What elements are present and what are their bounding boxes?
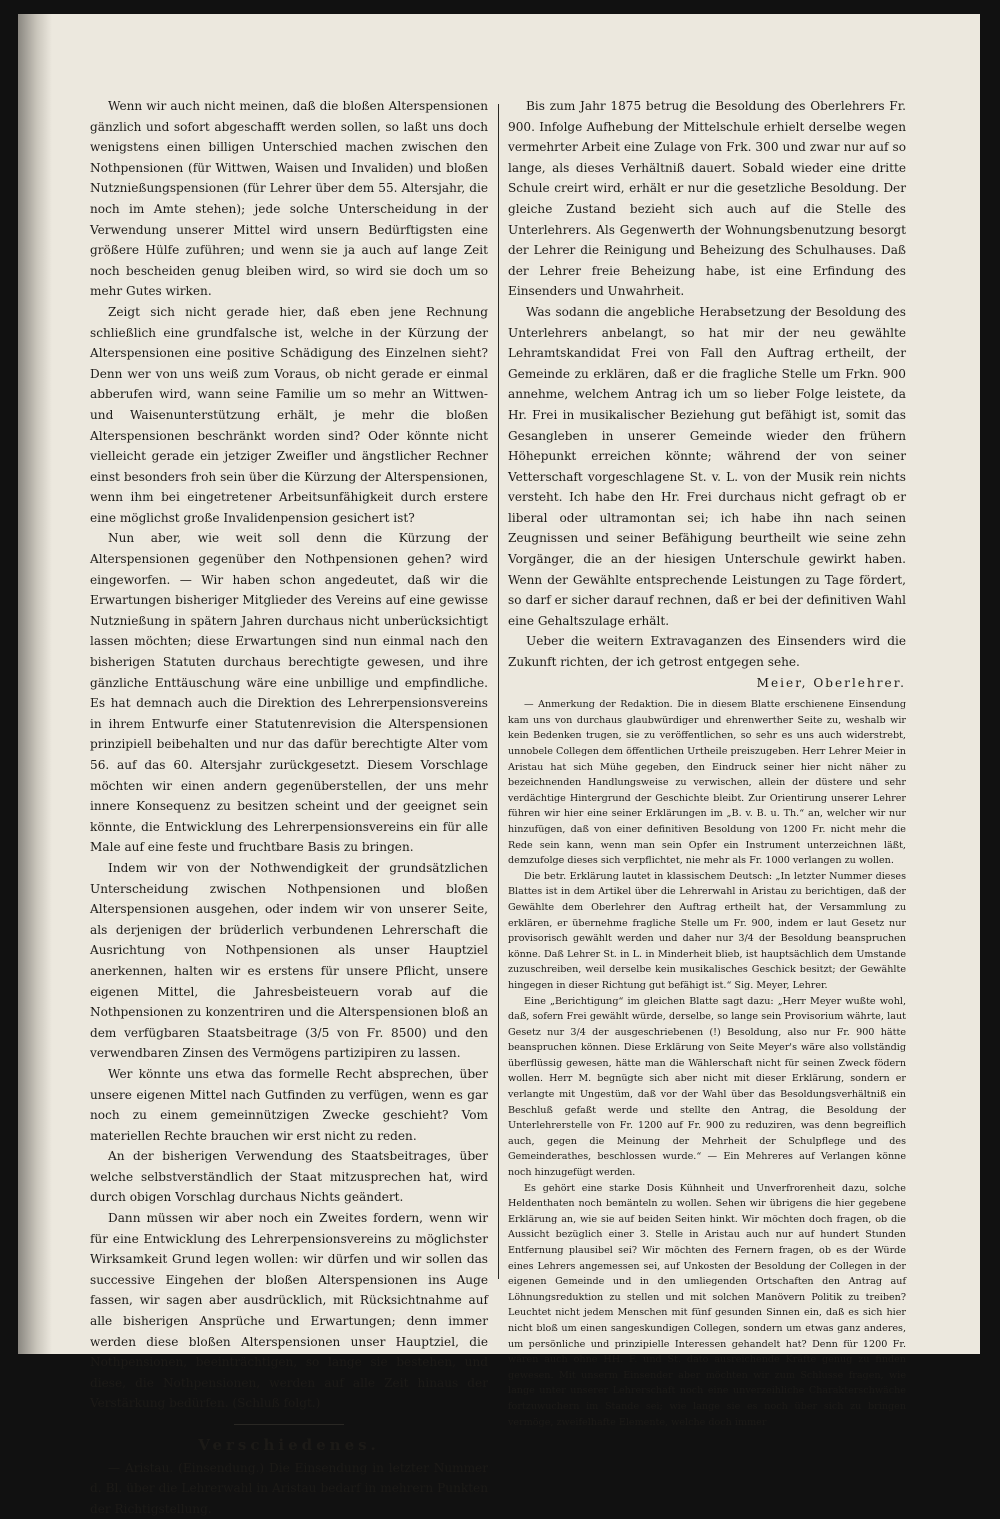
aristau-intro: — Aristau. (Einsendung.) Die Einsendung in letzter Nummer d. Bl. über die Lehrerwahl in Aristau bedarf in mehrern Punkten der Richtigstellung. <box>90 1460 488 1516</box>
right-paragraph-2: Was sodann die angebliche Herabsetzung der Besoldung des Unterlehrers anbelangt, so hat mir der neu gewählte Lehramtskandidat Frei von Fall den Auftrag ertheilt, der Gemeinde zu erklären, daß er die fragliche Stelle um Frkn. 900 annehme, welchem Antrag ich um so lieber Folge leistete, da Hr. Frei in musikalischer Beziehung gut befähigt ist, somit das Gesangleben in unserer Gemeinde wieder den frühern Höhepunkt erreichen könnte; während der von seiner Vetterschaft vorgeschlagene St. v. L. von der Musik rein nichts versteht. Ich habe den Hr. Frei durchaus nicht gefragt ob er liberal oder ultramontan sei; ich habe ihn nach seinen Zeugnissen und seiner Befähigung beurtheilt wie seine zehn Vorgänger, die an der hiesigen Unterschule gewirkt haben. Wenn der Gewählte entsprechende Leistungen zu Tage fördert, so darf er sicher darauf rechnen, daß er bei der definitiven Wahl eine Gehaltszulage erhält. <box>508 304 906 628</box>
binding-gutter <box>18 14 52 1354</box>
note-paragraph-1: — Anmerkung der Redaktion. Die in diesem Blatte erschienene Einsendung kam uns von durchaus glaubwürdiger und ehrenwerther Seite zu, weshalb wir kein Bedenken trugen, sie zu veröffentlichen, so sehr es uns auch widerstrebt, unnobele Collegen dem öffentlichen Urtheile preiszugeben. Herr Lehrer Meier in Aristau hat sich Mühe gegeben, den Eindruck seiner hier nicht näher zu bezeichnenden Handlungsweise zu verwischen, allein der düstere und sehr verdächtige Hintergrund der Geschichte bleibt. Zur Orientirung unserer Lehrer führen wir hier eine seiner Erklärungen im „B. v. B. u. Th.“ an, welcher wir nur hinzufügen, daß von einer definitiven Besoldung von 1200 Fr. nicht mehr die Rede sein kann, wenn man sein Opfer ein Instrument unterzeichnen läßt, demzufolge dieses sich verpflichtet, nie mehr als Fr. 1000 verlangen zu wollen. <box>508 699 906 867</box>
section-heading: Verschiedenes. <box>198 1436 380 1454</box>
left-paragraph-3: Nun aber, wie weit soll denn die Kürzung der Alterspensionen gegenüber den Nothpensionen gehen? wird eingeworfen. — Wir haben schon angedeutet, daß wir die Erwartungen bisheriger Mitglieder des Vereins auf eine gewisse Nutznießung in spätern Jahren durchaus nicht unberücksichtigt lassen möchten; diese Erwartungen sind nun einmal nach den bisherigen Statuten durchaus berechtigte gewesen, und ihre gänzliche Enttäuschung wäre eine unbillige und empfindliche. Es hat demnach auch die Direktion des Lehrerpensionsvereins in ihrem Entwurfe einer Statutenrevision die Alterspensionen prinzipiell beibehalten und nur das dafür berechtigte Alter vom 56. auf das 60. Altersjahr zurückgesetzt. Diesem Vorschlage möchten wir einen andern gegenüberstellen, der uns mehr innere Konsequenz zu besitzen scheint und der geeignet sein könnte, die Entwicklung des Lehrerpensionsvereins ein für alle Male auf eine feste und fruchtbare Basis zu bringen. <box>90 531 488 855</box>
note-paragraph-3: Eine „Berichtigung“ im gleichen Blatte sagt dazu: „Herr Meyer wußte wohl, daß, sofern Frei gewählt würde, derselbe, so lange sein Provisorium währte, laut Gesetz nur 3/4 der ausgeschriebenen (!) Besoldung, also nur Fr. 900 hätte beanspruchen können. Diese Erklärung von Seite Meyer's wäre also vollständig überflüssig gewesen, hätte man die Wählerschaft nicht für seinen Zweck födern wollen. Herr M. begnügte sich aber nicht mit dieser Erklärung, sondern er verlangte mit Ungestüm, daß vor der Wahl über das Besoldungsverhältniß ein Beschluß gefaßt werde und stellte den Antrag, die Besoldung der Unterlehrerstelle von Fr. 1200 auf Fr. 900 zu reduziren, was denn begreiflich auch, gegen die Meinung der Mehrheit der Schulpflege und des Gemeinderathes, beschlossen wurde.“ — Ein Mehreres auf Verlangen könne noch hinzugefügt werden. <box>508 995 906 1179</box>
note-paragraph-2: Die betr. Erklärung lautet in klassischem Deutsch: „In letzter Nummer dieses Blattes ist in dem Artikel über die Lehrerwahl in Aristau zu berichtigen, daß der Gewählte dem Oberlehrer den Auftrag ertheilt hat, der Versammlung zu erklären, er übernehme fragliche Stelle um Fr. 900, indem er laut Gesetz nur provisorisch gewählt werden und daher nur 3/4 der Besoldung beanspruchen könne. Daß Lehrer St. in L. in Minderheit blieb, ist hauptsächlich dem Umstande zuzuschreiben, weil derselbe kein musikalisches Geschick besitzt; der Gewählte hingegen in dieser Richtung gut befähigt ist.“ Sig. Meyer, Lehrer. <box>508 870 906 991</box>
right-paragraph-1: Bis zum Jahr 1875 betrug die Besoldung des Oberlehrers Fr. 900. Infolge Aufhebung der Mittelschule erhielt derselbe wegen vermehrter Arbeit eine Zulage von Frk. 300 und zwar nur auf so lange, als dieses Verhältniß dauert. Sobald wieder eine dritte Schule creirt wird, erhält er nur die gesetzliche Besoldung. Der gleiche Zustand bezieht sich auch auf die Stelle des Unterlehrers. Als Gegenwerth der Wohnungsbenutzung besorgt der Lehrer die Reinigung und Beheizung des Schulhauses. Daß der Lehrer freie Beheizung habe, ist eine Erfindung des Einsenders und Unwahrheit. <box>508 99 906 299</box>
left-paragraph-2: Zeigt sich nicht gerade hier, daß eben jene Rechnung schließlich eine grundfalsche ist, welche in der Kürzung der Alterspensionen eine positive Schädigung des Einzelnen sieht? Denn wer von uns weiß zum Voraus, ob nicht gerade er einmal abberufen wird, wann seine Familie um so mehr an Wittwen- und Waisenunterstützung erhält, je mehr die bloßen Alterspensionen beschränkt worden sind? Oder könnte nicht vielleicht gerade ein jetziger Zweifler und ängstlicher Rechner einst besonders froh sein über die Kürzung der Alterspensionen, wenn ihm bei eingetretener Arbeitsunfähigkeit durch erstere eine möglichst große Invalidenpension gesichert ist? <box>90 304 488 525</box>
left-paragraph-5: Wer könnte uns etwa das formelle Recht absprechen, über unsere eigenen Mittel nach Gutfinden zu verfügen, wenn es gar noch zu einem gemeinnützigen Zwecke geschieht? Vom materiellen Rechte brauchen wir erst nicht zu reden. <box>90 1066 488 1143</box>
newspaper-page <box>18 14 980 1516</box>
left-paragraph-6: An der bisherigen Verwendung des Staatsbeitrages, über welche selbstverständlich der Staat mitzusprechen hat, wird durch obigen Vorschlag durchaus Nichts geändert. <box>90 1149 488 1205</box>
left-column <box>90 96 488 1519</box>
right-column <box>508 96 906 1430</box>
signature: Meier, Oberlehrer. <box>756 675 906 690</box>
left-paragraph-1: Wenn wir auch nicht meinen, daß die bloßen Alterspensionen gänzlich und sofort abgeschafft werden sollen, so laßt uns doch wenigstens einen billigen Unterschied machen zwischen den Nothpensionen (für Wittwen, Waisen und Invaliden) und bloßen Nutznießungspensionen (für Lehrer über dem 55. Altersjahr, die noch im Amte stehen); jede solche Unterscheidung in der Verwendung unserer Mittel wird unsern Bedürftigsten eine größere Hülfe zuführen; und wenn sie ja auch auf lange Zeit noch bescheiden genug bleiben wird, so wird sie doch um so mehr Gutes wirken. <box>90 99 488 299</box>
column-divider <box>498 104 499 1279</box>
right-paragraph-3: Ueber die weitern Extravaganzen des Einsenders wird die Zukunft richten, der ich getrost entgegen sehe. <box>508 634 906 670</box>
left-paragraph-4: Indem wir von der Nothwendigkeit der grundsätzlichen Unterscheidung zwischen Nothpensionen und bloßen Alterspensionen ausgehen, oder indem wir von unserer Seite, als derjenigen der brüderlich verbundenen Lehrerschaft die Ausrichtung von Nothpensionen als unser Hauptziel anerkennen, halten wir es erstens für unsere Pflicht, unsere eigenen Mittel, die Jahresbeisteuern vorab auf die Nothpensionen zu konzentriren und die Alterspensionen bloß an dem verfügbaren Staatsbeitrage (3/5 von Fr. 8500) und den verwendbaren Zinsen des Vermögens partizipiren zu lassen. <box>90 860 488 1061</box>
section-rule <box>234 1424 344 1425</box>
left-paragraph-7: Dann müssen wir aber noch ein Zweites fordern, wenn wir für eine Entwicklung des Lehrerpensionsvereins zu möglichster Wirksamkeit Grund legen wollen: wir dürfen und wir sollen das successive Eingehen der bloßen Alterspensionen ins Auge fassen, wir sagen aber ausdrücklich, mit Rücksichtnahme auf alle bisherigen Ansprüche und Erwartungen; denn immer werden diese bloßen Alterspensionen unser Hauptziel, die Nothpensionen, beeinträchtigen, so lange sie bestehen, und diese, die Nothpensionen, werden auf alle Zeit hinaus der Verstärkung bedürfen. (Schluß folgt.) <box>90 1211 488 1411</box>
note-paragraph-4: Es gehört eine starke Dosis Kühnheit und Unverfrorenheit dazu, solche Heldenthaten noch bemänteln zu wollen. Sehen wir übrigens die hier gegebene Erklärung an, wie sie auf beiden Seiten hinkt. Wir möchten doch fragen, ob die Aussicht bezüglich einer 3. Stelle in Aristau auch nur auf hundert Stunden Entfernung plausibel sei? Wir möchten des Fernern fragen, ob es der Würde eines Lehrers angemessen sei, auf Unkosten der Besoldung der Collegen in der eigenen Gemeinde und in den umliegenden Ortschaften den Antrag auf Löhnungsreduktion zu stellen und mit solchen Manövern Politik zu treiben? Leuchtet nicht jedem Menschen mit fünf gesunden Sinnen ein, daß es sich hier nicht bloß um einen sangeskundigen Collegen, sondern um etwas ganz anderes, um persönliche und prinzipielle Interessen gehandelt hat? Denn für 1200 Fr. wären auch ohne HH. F. und St. dato ausreichende Kräfte genug zu finden gewesen. Mit unserm Einsender aber möchten wir zum Schlusse fragen, wie lange unter unserer Lehrerschaft noch eine unverzeihliche Charakterschwäche fortzuwuchern im Stande sei; wie lange sie es noch über sich zu bringen vermöge, zweifelhafte Elemente, welche doch immer <box>508 1182 906 1428</box>
editorial-note <box>508 697 906 1430</box>
